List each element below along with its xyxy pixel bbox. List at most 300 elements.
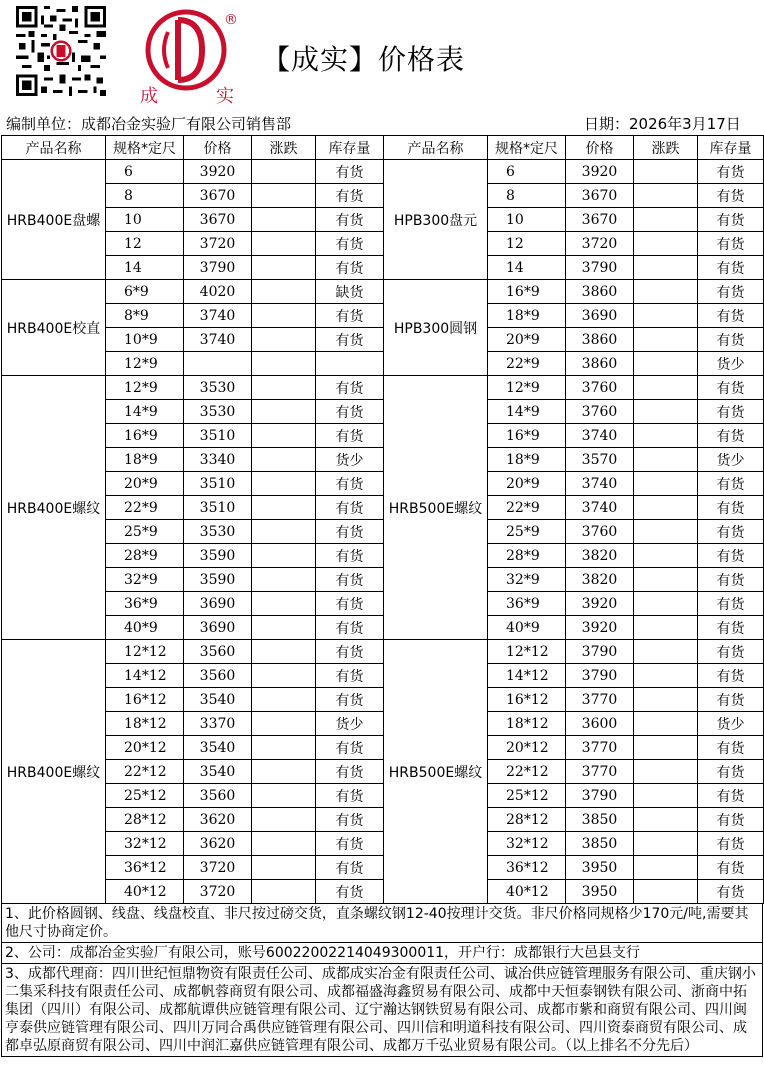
- stock-cell: 有货: [316, 664, 384, 688]
- change-cell: [634, 208, 698, 232]
- stock-cell: 货少: [698, 448, 764, 472]
- change-cell: [634, 328, 698, 352]
- brand-logo: [138, 6, 248, 106]
- change-cell: [252, 448, 316, 472]
- change-cell: [252, 232, 316, 256]
- spec-cell: 28*12: [488, 808, 566, 832]
- col-header: 规格*定尺: [488, 136, 566, 160]
- spec-cell: 22*9: [488, 496, 566, 520]
- table-row: [2, 400, 764, 424]
- price-cell: 3590: [184, 544, 252, 568]
- price-cell: 3530: [184, 520, 252, 544]
- price-cell: 3770: [566, 760, 634, 784]
- spec-cell: 18*12: [106, 712, 184, 736]
- change-cell: [252, 808, 316, 832]
- price-cell: 3340: [184, 448, 252, 472]
- col-header: 涨跌: [252, 136, 316, 160]
- stock-cell: 有货: [698, 832, 764, 856]
- stock-cell: 有货: [698, 160, 764, 184]
- price-cell: 3620: [184, 832, 252, 856]
- col-header: 产品名称: [384, 136, 488, 160]
- stock-cell: 有货: [316, 688, 384, 712]
- note-agents: 3、成都代理商：四川世纪恒鼎物资有限责任公司、成都成实冶金有限责任公司、诚冶供应链管理服务有限公司、重庆钢小二集采科技有限责任公司、成都帆蓉商贸有限公司、成都福盛海鑫贸易有限公司、成都中天恒泰钢铁有限公司、浙商中拓集团（四川）有限公司、成都航谭供应链管理有限公司、辽宁瀚达钢铁贸易有限公司、成都市紫和商贸有限公司、四川闽亨泰供应链管理有限公司、四川万同合禹供应链管理有限公司、四川信和明道科技有限公司、四川资泰商贸有限公司、成都卓弘原商贸有限公司、四川中润汇嘉供应链管理有限公司、成都万千弘业贸易有限公司。（以上排名不分先后）: [2, 963, 762, 1056]
- spec-cell: 16*9: [106, 424, 184, 448]
- change-cell: [634, 280, 698, 304]
- price-cell: 3530: [184, 400, 252, 424]
- stock-cell: 有货: [316, 640, 384, 664]
- change-cell: [252, 520, 316, 544]
- change-cell: [252, 616, 316, 640]
- change-cell: [634, 352, 698, 376]
- page-title: 【成实】价格表: [262, 43, 466, 76]
- change-cell: [252, 856, 316, 880]
- col-header: 库存量: [698, 136, 764, 160]
- spec-cell: 14*12: [106, 664, 184, 688]
- price-cell: 3510: [184, 496, 252, 520]
- stock-cell: 有货: [316, 208, 384, 232]
- price-cell: 3740: [566, 424, 634, 448]
- spec-cell: 22*12: [488, 760, 566, 784]
- change-cell: [252, 376, 316, 400]
- price-cell: 3740: [184, 304, 252, 328]
- price-cell: 3790: [566, 664, 634, 688]
- change-cell: [252, 784, 316, 808]
- price-cell: 3690: [184, 592, 252, 616]
- change-cell: [252, 640, 316, 664]
- spec-cell: 12: [488, 232, 566, 256]
- price-cell: 3850: [566, 832, 634, 856]
- change-cell: [252, 208, 316, 232]
- price-cell: 3760: [566, 520, 634, 544]
- spec-cell: 12*12: [488, 640, 566, 664]
- price-cell: 3860: [566, 352, 634, 376]
- stock-cell: 有货: [316, 472, 384, 496]
- spec-cell: 22*9: [488, 352, 566, 376]
- price-cell: 3950: [566, 880, 634, 904]
- table-row: [2, 304, 764, 328]
- price-cell: 3510: [184, 472, 252, 496]
- table-row: [2, 160, 764, 184]
- price-cell: 3560: [184, 640, 252, 664]
- price-cell: 3760: [566, 376, 634, 400]
- price-cell: 3590: [184, 568, 252, 592]
- table-row: [2, 760, 764, 784]
- spec-cell: 12*12: [106, 640, 184, 664]
- stock-cell: 有货: [698, 376, 764, 400]
- spec-cell: 10: [106, 208, 184, 232]
- price-cell: 3860: [566, 280, 634, 304]
- table-row: [2, 280, 764, 304]
- product-name-cell: HPB300圆钢: [384, 280, 488, 376]
- change-cell: [634, 568, 698, 592]
- change-cell: [634, 448, 698, 472]
- change-cell: [634, 592, 698, 616]
- stock-cell: 有货: [698, 688, 764, 712]
- table-row: [2, 328, 764, 352]
- stock-cell: 有货: [698, 736, 764, 760]
- spec-cell: 6: [106, 160, 184, 184]
- spec-cell: 40*9: [488, 616, 566, 640]
- stock-cell: 有货: [698, 400, 764, 424]
- price-cell: 3820: [566, 568, 634, 592]
- price-cell: 3560: [184, 784, 252, 808]
- stock-cell: 有货: [316, 160, 384, 184]
- table-row: [2, 712, 764, 736]
- price-cell: 3670: [184, 208, 252, 232]
- price-cell: 3720: [184, 232, 252, 256]
- change-cell: [252, 160, 316, 184]
- issuing-unit: 编制单位：成都冶金实验厂有限公司销售部: [6, 115, 292, 133]
- change-cell: [634, 400, 698, 424]
- stock-cell: 有货: [698, 760, 764, 784]
- spec-cell: 16*9: [488, 280, 566, 304]
- price-cell: 4020: [184, 280, 252, 304]
- price-cell: 3670: [184, 184, 252, 208]
- price-cell: 3620: [184, 808, 252, 832]
- price-cell: 3790: [566, 256, 634, 280]
- change-cell: [252, 760, 316, 784]
- stock-cell: 有货: [316, 256, 384, 280]
- change-cell: [634, 424, 698, 448]
- stock-cell: 有货: [698, 256, 764, 280]
- spec-cell: 6: [488, 160, 566, 184]
- change-cell: [634, 664, 698, 688]
- spec-cell: 20*12: [488, 736, 566, 760]
- price-cell: 3860: [566, 328, 634, 352]
- price-cell: 3530: [184, 376, 252, 400]
- spec-cell: 22*9: [106, 496, 184, 520]
- product-name-cell: HRB500E螺纹: [384, 376, 488, 640]
- spec-cell: 14*9: [106, 400, 184, 424]
- spec-cell: 6*9: [106, 280, 184, 304]
- price-cell: 3690: [184, 616, 252, 640]
- table-row: [2, 256, 764, 280]
- table-row: [2, 184, 764, 208]
- change-cell: [252, 664, 316, 688]
- change-cell: [634, 184, 698, 208]
- table-row: [2, 520, 764, 544]
- col-header: 价格: [184, 136, 252, 160]
- stock-cell: 缺货: [316, 280, 384, 304]
- change-cell: [252, 568, 316, 592]
- change-cell: [252, 592, 316, 616]
- change-cell: [634, 832, 698, 856]
- spec-cell: 12: [106, 232, 184, 256]
- change-cell: [252, 736, 316, 760]
- spec-cell: 18*9: [106, 448, 184, 472]
- note-pricing: 1、此价格圆钢、线盘、线盘校直、非尺按过磅交货，直条螺纹钢12-40按理计交货。非尺价格同规格少170元/吨,需要其他尺寸协商定价。: [2, 903, 762, 942]
- spec-cell: 36*9: [106, 592, 184, 616]
- table-row: [2, 496, 764, 520]
- stock-cell: 有货: [698, 424, 764, 448]
- change-cell: [634, 712, 698, 736]
- price-table: [1, 135, 764, 904]
- stock-cell: 有货: [316, 616, 384, 640]
- stock-cell: 有货: [316, 424, 384, 448]
- change-cell: [252, 424, 316, 448]
- price-cell: 3690: [566, 304, 634, 328]
- notes-section: [1, 903, 763, 1057]
- change-cell: [634, 736, 698, 760]
- table-row: [2, 472, 764, 496]
- stock-cell: 有货: [316, 736, 384, 760]
- stock-cell: 有货: [698, 640, 764, 664]
- change-cell: [252, 832, 316, 856]
- spec-cell: 36*12: [106, 856, 184, 880]
- stock-cell: 有货: [316, 760, 384, 784]
- stock-cell: 有货: [316, 784, 384, 808]
- spec-cell: 10*9: [106, 328, 184, 352]
- table-row: [2, 832, 764, 856]
- stock-cell: 有货: [316, 592, 384, 616]
- spec-cell: 14: [488, 256, 566, 280]
- change-cell: [252, 472, 316, 496]
- price-cell: 3770: [566, 736, 634, 760]
- change-cell: [252, 280, 316, 304]
- stock-cell: 有货: [316, 328, 384, 352]
- change-cell: [252, 184, 316, 208]
- table-row: [2, 784, 764, 808]
- price-cell: 3600: [566, 712, 634, 736]
- table-header-row: [2, 136, 764, 160]
- spec-cell: 25*9: [488, 520, 566, 544]
- col-header: 规格*定尺: [106, 136, 184, 160]
- price-cell: 3670: [566, 208, 634, 232]
- col-header: 涨跌: [634, 136, 698, 160]
- spec-cell: 16*12: [106, 688, 184, 712]
- change-cell: [252, 544, 316, 568]
- stock-cell: 有货: [316, 808, 384, 832]
- change-cell: [252, 880, 316, 904]
- stock-cell: 有货: [698, 856, 764, 880]
- spec-cell: 14*12: [488, 664, 566, 688]
- change-cell: [634, 376, 698, 400]
- stock-cell: 货少: [316, 712, 384, 736]
- price-cell: 3720: [184, 856, 252, 880]
- stock-cell: 货少: [316, 448, 384, 472]
- price-cell: 3540: [184, 736, 252, 760]
- page-header: [0, 0, 764, 112]
- spec-cell: 25*9: [106, 520, 184, 544]
- change-cell: [252, 688, 316, 712]
- price-cell: 3950: [566, 856, 634, 880]
- product-name-cell: HPB300盘元: [384, 160, 488, 280]
- price-cell: 3920: [566, 592, 634, 616]
- spec-cell: 32*12: [488, 832, 566, 856]
- price-cell: 3920: [184, 160, 252, 184]
- stock-cell: 有货: [698, 280, 764, 304]
- price-cell: 3790: [566, 784, 634, 808]
- spec-cell: 10: [488, 208, 566, 232]
- stock-cell: [316, 352, 384, 376]
- spec-cell: 36*9: [488, 592, 566, 616]
- spec-cell: 32*9: [488, 568, 566, 592]
- stock-cell: 有货: [698, 808, 764, 832]
- spec-cell: 20*9: [488, 472, 566, 496]
- table-row: [2, 616, 764, 640]
- stock-cell: 货少: [698, 352, 764, 376]
- stock-cell: 有货: [698, 472, 764, 496]
- spec-cell: 28*9: [106, 544, 184, 568]
- stock-cell: 有货: [316, 544, 384, 568]
- spec-cell: 12*9: [106, 352, 184, 376]
- spec-cell: 18*9: [488, 304, 566, 328]
- stock-cell: 有货: [698, 616, 764, 640]
- stock-cell: 有货: [698, 232, 764, 256]
- spec-cell: 36*12: [488, 856, 566, 880]
- price-cell: 3790: [184, 256, 252, 280]
- price-cell: 3920: [566, 160, 634, 184]
- change-cell: [252, 400, 316, 424]
- change-cell: [252, 328, 316, 352]
- stock-cell: 有货: [316, 184, 384, 208]
- stock-cell: 有货: [698, 208, 764, 232]
- spec-cell: 20*9: [106, 472, 184, 496]
- col-header: 产品名称: [2, 136, 106, 160]
- change-cell: [252, 256, 316, 280]
- price-cell: 3740: [184, 328, 252, 352]
- change-cell: [634, 496, 698, 520]
- stock-cell: 有货: [316, 832, 384, 856]
- stock-cell: 有货: [698, 304, 764, 328]
- change-cell: [634, 808, 698, 832]
- table-row: [2, 880, 764, 904]
- table-row: [2, 448, 764, 472]
- spec-cell: 20*12: [106, 736, 184, 760]
- table-row: [2, 352, 764, 376]
- spec-cell: 28*12: [106, 808, 184, 832]
- change-cell: [634, 544, 698, 568]
- change-cell: [634, 760, 698, 784]
- spec-cell: 14*9: [488, 400, 566, 424]
- table-row: [2, 664, 764, 688]
- change-cell: [634, 160, 698, 184]
- stock-cell: 有货: [316, 568, 384, 592]
- qr-code-icon: [16, 6, 106, 96]
- spec-cell: 8: [488, 184, 566, 208]
- table-row: [2, 376, 764, 400]
- spec-cell: 40*9: [106, 616, 184, 640]
- stock-cell: 有货: [698, 592, 764, 616]
- spec-cell: 18*12: [488, 712, 566, 736]
- logo-text-right: 实: [216, 86, 234, 106]
- price-cell: 3720: [184, 880, 252, 904]
- price-cell: [184, 352, 252, 376]
- stock-cell: 有货: [316, 856, 384, 880]
- logo-text-left: 成: [140, 86, 158, 106]
- product-name-cell: HRB400E盘螺: [2, 160, 106, 280]
- price-cell: 3540: [184, 688, 252, 712]
- stock-cell: 有货: [316, 304, 384, 328]
- price-cell: 3670: [566, 184, 634, 208]
- col-header: 价格: [566, 136, 634, 160]
- product-name-cell: HRB400E螺纹: [2, 640, 106, 904]
- spec-cell: 20*9: [488, 328, 566, 352]
- change-cell: [634, 880, 698, 904]
- table-row: [2, 688, 764, 712]
- stock-cell: 有货: [698, 184, 764, 208]
- stock-cell: 有货: [316, 400, 384, 424]
- stock-cell: 有货: [698, 880, 764, 904]
- table-row: [2, 736, 764, 760]
- price-cell: 3820: [566, 544, 634, 568]
- stock-cell: 货少: [698, 712, 764, 736]
- stock-cell: 有货: [698, 328, 764, 352]
- change-cell: [634, 304, 698, 328]
- change-cell: [252, 304, 316, 328]
- stock-cell: 有货: [316, 376, 384, 400]
- table-row: [2, 568, 764, 592]
- table-row: [2, 808, 764, 832]
- price-cell: 3720: [566, 232, 634, 256]
- spec-cell: 8: [106, 184, 184, 208]
- spec-cell: 12*9: [488, 376, 566, 400]
- product-name-cell: HRB500E螺纹: [384, 640, 488, 904]
- spec-cell: 18*9: [488, 448, 566, 472]
- spec-cell: 25*12: [488, 784, 566, 808]
- spec-cell: 8*9: [106, 304, 184, 328]
- price-cell: 3790: [566, 640, 634, 664]
- price-cell: 3740: [566, 472, 634, 496]
- table-row: [2, 856, 764, 880]
- change-cell: [634, 616, 698, 640]
- spec-cell: 22*12: [106, 760, 184, 784]
- price-cell: 3920: [566, 616, 634, 640]
- spec-cell: 28*9: [488, 544, 566, 568]
- issue-date: 日期：2026年3月17日: [584, 115, 741, 133]
- change-cell: [634, 640, 698, 664]
- product-name-cell: HRB400E校直: [2, 280, 106, 376]
- spec-cell: 32*12: [106, 832, 184, 856]
- price-cell: 3850: [566, 808, 634, 832]
- spec-cell: 40*12: [106, 880, 184, 904]
- table-row: [2, 232, 764, 256]
- stock-cell: 有货: [316, 880, 384, 904]
- change-cell: [634, 256, 698, 280]
- note-company-account: 2、公司：成都冶金实验厂有限公司，账号60022002214049300011，开户行：成都银行大邑县支行: [2, 942, 762, 963]
- price-cell: 3740: [566, 496, 634, 520]
- spec-cell: 14: [106, 256, 184, 280]
- price-cell: 3560: [184, 664, 252, 688]
- price-cell: 3760: [566, 400, 634, 424]
- spec-cell: 12*9: [106, 376, 184, 400]
- table-row: [2, 424, 764, 448]
- spec-cell: 40*12: [488, 880, 566, 904]
- table-row: [2, 208, 764, 232]
- change-cell: [252, 352, 316, 376]
- stock-cell: 有货: [698, 784, 764, 808]
- change-cell: [252, 712, 316, 736]
- stock-cell: 有货: [316, 496, 384, 520]
- change-cell: [634, 520, 698, 544]
- stock-cell: 有货: [698, 496, 764, 520]
- stock-cell: 有货: [698, 544, 764, 568]
- table-row: [2, 640, 764, 664]
- price-table-body: [2, 160, 764, 904]
- stock-cell: 有货: [698, 520, 764, 544]
- spec-cell: 16*12: [488, 688, 566, 712]
- stock-cell: 有货: [316, 232, 384, 256]
- registered-mark: ®: [224, 12, 238, 28]
- stock-cell: 有货: [698, 664, 764, 688]
- price-cell: 3510: [184, 424, 252, 448]
- change-cell: [634, 688, 698, 712]
- price-cell: 3370: [184, 712, 252, 736]
- spec-cell: 16*9: [488, 424, 566, 448]
- price-cell: 3540: [184, 760, 252, 784]
- spec-cell: 25*12: [106, 784, 184, 808]
- change-cell: [634, 232, 698, 256]
